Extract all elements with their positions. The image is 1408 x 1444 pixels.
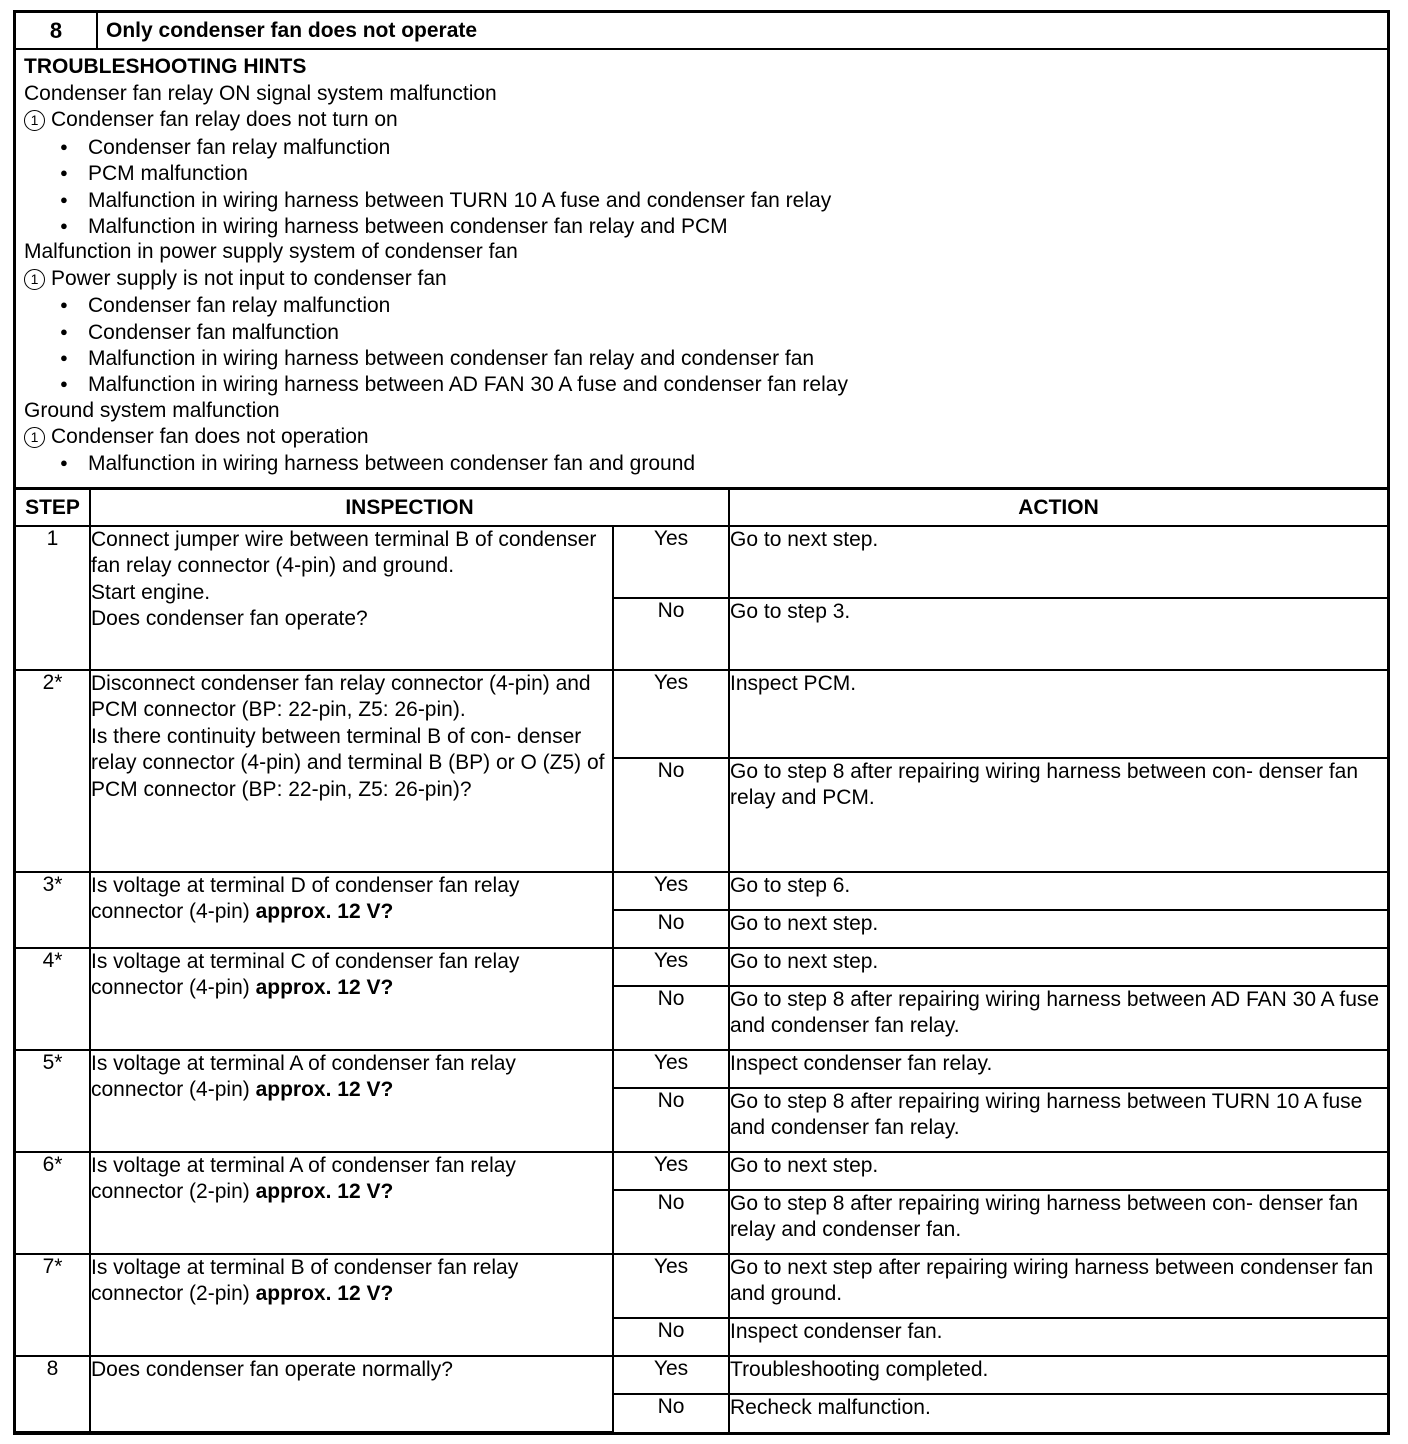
yes-label: Yes bbox=[613, 1152, 729, 1190]
hint-system: Condenser fan relay ON signal system malfunction bbox=[24, 82, 497, 105]
header-number: 8 bbox=[16, 13, 98, 48]
no-action: Go to step 3. bbox=[729, 598, 1387, 670]
no-action: Go to next step. bbox=[729, 910, 1387, 948]
circled-number-icon: 1 bbox=[24, 110, 45, 131]
step-number: 6* bbox=[16, 1152, 90, 1254]
yes-action: Go to next step. bbox=[729, 948, 1387, 986]
hint-bullet: ● PCM malfunction bbox=[24, 160, 1379, 186]
header-row bbox=[16, 13, 1387, 50]
col-step-header: STEP bbox=[16, 489, 90, 527]
inspection-text: Does condenser fan operate normally? bbox=[90, 1356, 613, 1432]
hint-bullet: ● Malfunction in wiring harness between condenser fan and ground bbox=[24, 450, 1379, 476]
no-label: No bbox=[613, 598, 729, 670]
no-action: Recheck malfunction. bbox=[729, 1394, 1387, 1432]
inspection-text: Is voltage at terminal A of condenser fan relay connector (4-pin) approx. 12 V? bbox=[90, 1050, 613, 1152]
steps-table bbox=[16, 487, 1387, 1433]
col-action-header: ACTION bbox=[729, 489, 1387, 527]
hint-bullet: ● Condenser fan relay malfunction bbox=[24, 134, 1379, 160]
step-number: 4* bbox=[16, 948, 90, 1050]
no-label: No bbox=[613, 1318, 729, 1356]
circled-number-icon: 1 bbox=[24, 269, 45, 290]
col-inspection-header: INSPECTION bbox=[90, 489, 729, 527]
step-number: 1 bbox=[16, 526, 90, 670]
hint-bullet: ● Malfunction in wiring harness between condenser fan relay and condenser fan bbox=[24, 345, 1379, 371]
header-title: Only condenser fan does not operate bbox=[106, 19, 478, 42]
yes-action: Troubleshooting completed. bbox=[729, 1356, 1387, 1394]
no-label: No bbox=[613, 758, 729, 872]
inspection-text: Is voltage at terminal C of condenser fan relay connector (4-pin) approx. 12 V? bbox=[90, 948, 613, 1050]
yes-action: Go to next step. bbox=[729, 1152, 1387, 1190]
hints-title: TROUBLESHOOTING HINTS bbox=[24, 55, 307, 78]
step-number: 5* bbox=[16, 1050, 90, 1152]
no-action: Go to step 8 after repairing wiring harness between con- denser fan relay and condenser fan. bbox=[729, 1190, 1387, 1254]
table-row bbox=[16, 948, 1387, 986]
inspection-text: Is voltage at terminal B of condenser fan relay connector (2-pin) approx. 12 V? bbox=[90, 1254, 613, 1356]
no-label: No bbox=[613, 1190, 729, 1254]
hint-item: 1 Power supply is not input to condenser fan bbox=[24, 266, 1379, 292]
table-row bbox=[16, 526, 1387, 598]
hint-system: Malfunction in power supply system of condenser fan bbox=[24, 240, 518, 264]
hint-bullet: ● Malfunction in wiring harness between AD FAN 30 A fuse and condenser fan relay bbox=[24, 371, 1379, 397]
step-number: 2* bbox=[16, 670, 90, 872]
hint-bullet: ● Condenser fan relay malfunction bbox=[24, 292, 1379, 318]
yes-label: Yes bbox=[613, 1050, 729, 1088]
inspection-text: Is voltage at terminal A of condenser fan relay connector (2-pin) approx. 12 V? bbox=[90, 1152, 613, 1254]
circled-number-icon: 1 bbox=[24, 427, 45, 448]
no-label: No bbox=[613, 910, 729, 948]
table-header-row bbox=[16, 489, 1387, 527]
yes-action: Go to next step. bbox=[729, 526, 1387, 598]
table-row bbox=[16, 1050, 1387, 1088]
yes-label: Yes bbox=[613, 526, 729, 598]
yes-label: Yes bbox=[613, 670, 729, 758]
no-label: No bbox=[613, 1088, 729, 1152]
step-number: 3* bbox=[16, 872, 90, 948]
no-label: No bbox=[613, 986, 729, 1050]
troubleshooting-document bbox=[13, 10, 1390, 1435]
table-row bbox=[16, 670, 1387, 758]
no-action: Go to step 8 after repairing wiring harness between AD FAN 30 A fuse and condenser fan relay. bbox=[729, 986, 1387, 1050]
yes-action: Inspect PCM. bbox=[729, 670, 1387, 758]
yes-label: Yes bbox=[613, 1254, 729, 1318]
hint-bullet: ● Malfunction in wiring harness between TURN 10 A fuse and condenser fan relay bbox=[24, 187, 1379, 213]
step-number: 7* bbox=[16, 1254, 90, 1356]
yes-label: Yes bbox=[613, 872, 729, 910]
hint-system: Ground system malfunction bbox=[24, 398, 280, 422]
table-row bbox=[16, 1152, 1387, 1190]
yes-action: Go to step 6. bbox=[729, 872, 1387, 910]
yes-label: Yes bbox=[613, 1356, 729, 1394]
yes-action: Inspect condenser fan relay. bbox=[729, 1050, 1387, 1088]
yes-label: Yes bbox=[613, 948, 729, 986]
no-label: No bbox=[613, 1394, 729, 1432]
inspection-text: Disconnect condenser fan relay connector (4-pin) and PCM connector (BP: 22-pin, Z5: 26-pin). Is there continuity between terminal B of con- denser relay connector (4-pin) and terminal B (BP) or O (Z5) of PCM connector (BP: 22-pin, Z5: 26-pin)? bbox=[90, 670, 613, 872]
hint-item: 1 Condenser fan does not operation bbox=[24, 424, 1379, 450]
hint-bullet: ● Malfunction in wiring harness between condenser fan relay and PCM bbox=[24, 213, 1379, 239]
table-row bbox=[16, 1356, 1387, 1394]
hint-bullet: ● Condenser fan malfunction bbox=[24, 319, 1379, 345]
yes-action: Go to next step after repairing wiring harness between condenser fan and ground. bbox=[729, 1254, 1387, 1318]
no-action: Go to step 8 after repairing wiring harness between TURN 10 A fuse and condenser fan relay. bbox=[729, 1088, 1387, 1152]
table-row bbox=[16, 872, 1387, 910]
step-number: 8 bbox=[16, 1356, 90, 1432]
hint-item: 1 Condenser fan relay does not turn on bbox=[24, 107, 1379, 133]
inspection-text: Connect jumper wire between terminal B of condenser fan relay connector (4-pin) and ground. Start engine. Does condenser fan operate? bbox=[90, 526, 613, 670]
table-row bbox=[16, 1254, 1387, 1318]
no-action: Go to step 8 after repairing wiring harness between con- denser fan relay and PCM. bbox=[729, 758, 1387, 872]
no-action: Inspect condenser fan. bbox=[729, 1318, 1387, 1356]
troubleshooting-hints bbox=[24, 53, 1379, 477]
inspection-text: Is voltage at terminal D of condenser fan relay connector (4-pin) approx. 12 V? bbox=[90, 872, 613, 948]
